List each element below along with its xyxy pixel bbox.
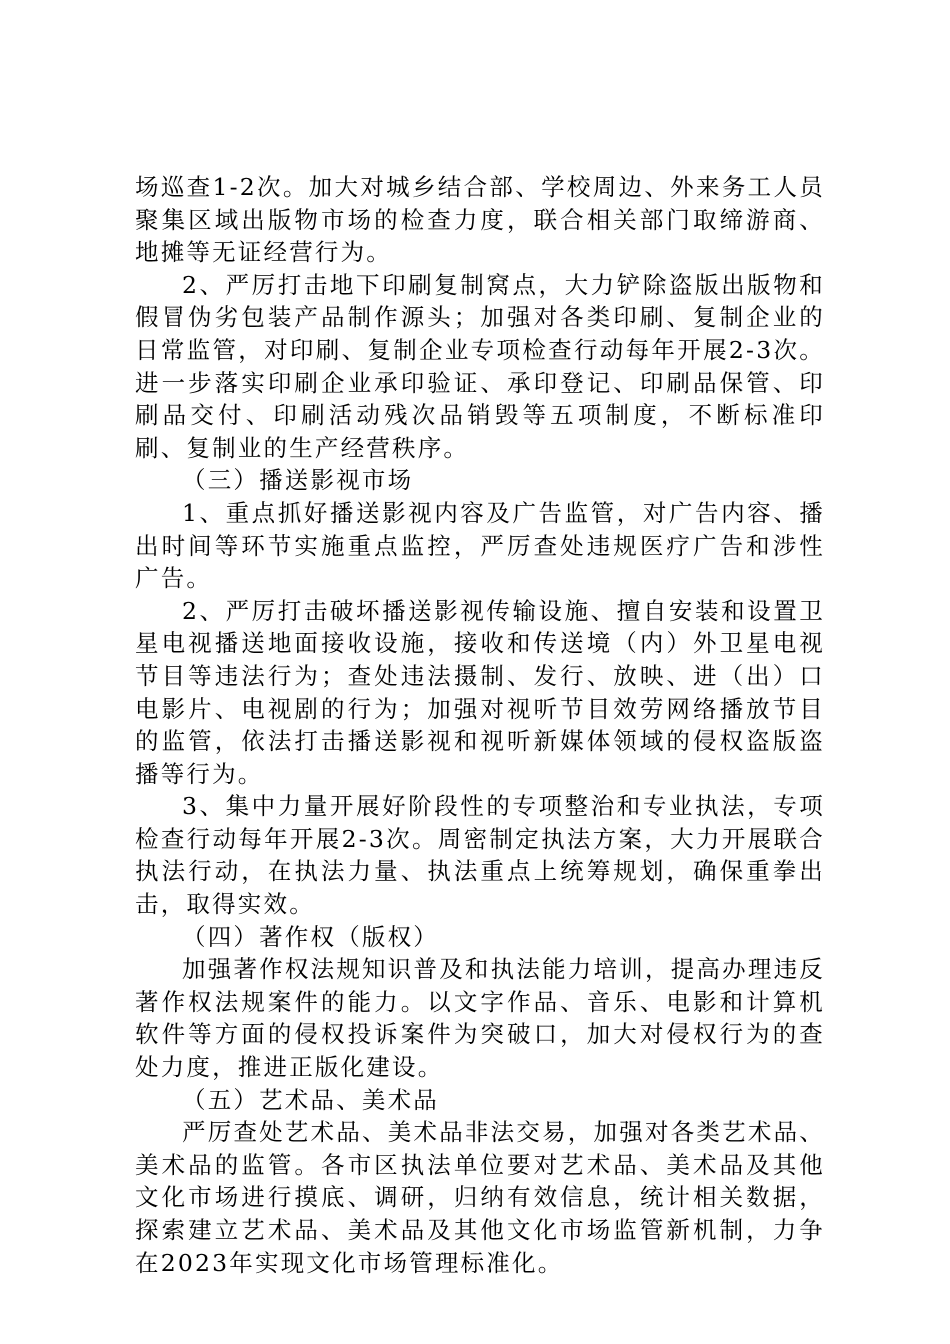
paragraph-item-1-broadcast: 1、重点抓好播送影视内容及广告监管，对广告内容、播出时间等环节实施重点监控，严厉查处违规医疗广告和涉性广告。	[135, 498, 825, 593]
paragraph-item-3-broadcast: 3、集中力量开展好阶段性的专项整治和专业执法，专项检查行动每年开展2-3次。周密制定执法方案，大力开展联合执法行动，在执法力量、执法重点上统筹规划，确保重拳出击，取得实效。	[135, 792, 825, 919]
paragraph-copyright: 加强著作权法规知识普及和执法能力培训，提高办理违反著作权法规案件的能力。以文字作品、音乐、电影和计算机软件等方面的侵权投诉案件为突破口，加大对侵权行为的查处力度，推进正版化建设。	[135, 955, 825, 1082]
section-heading-broadcast: （三）播送影视市场	[182, 466, 414, 495]
paragraph-item-2-printing: 2、严厉打击地下印刷复制窝点，大力铲除盗版出版物和假冒伪劣包装产品制作源头；加强对各类印刷、复制企业的日常监管，对印刷、复制企业专项检查行动每年开展2-3次。进一步落实印刷企业承印验证、承印登记、印刷品保管、印刷品交付、印刷活动残次品销毁等五项制度，不断标准印刷、复制业的生产经营秩序。	[135, 270, 825, 462]
document-page	[135, 171, 825, 1279]
section-heading-copyright: （四）著作权（版权）	[182, 922, 439, 951]
paragraph-item-2-broadcast: 2、严厉打击破坏播送影视传输设施、擅自安装和设置卫星电视播送地面接收设施，接收和传送境（内）外卫星电视节目等违法行为；查处违法摄制、发行、放映、进（出）口电影片、电视剧的行为；加强对视听节目效劳网络播放节目的监管，依法打击播送影视和视听新媒体领域的侵权盗版盗播等行为。	[135, 596, 825, 788]
paragraph-artworks: 严厉查处艺术品、美术品非法交易，加强对各类艺术品、美术品的监管。各市区执法单位要对艺术品、美术品及其他文化市场进行摸底、调研，归纳有效信息，统计相关数据，探索建立艺术品、美术品及其他文化市场监管新机制，力争在2023年实现文化市场管理标准化。	[135, 1118, 825, 1277]
section-heading-artworks: （五）艺术品、美术品	[182, 1085, 439, 1114]
paragraph-continuation: 场巡查1-2次。加大对城乡结合部、学校周边、外来务工人员聚集区域出版物市场的检查力度，联合相关部门取缔游商、地摊等无证经营行为。	[135, 173, 825, 267]
